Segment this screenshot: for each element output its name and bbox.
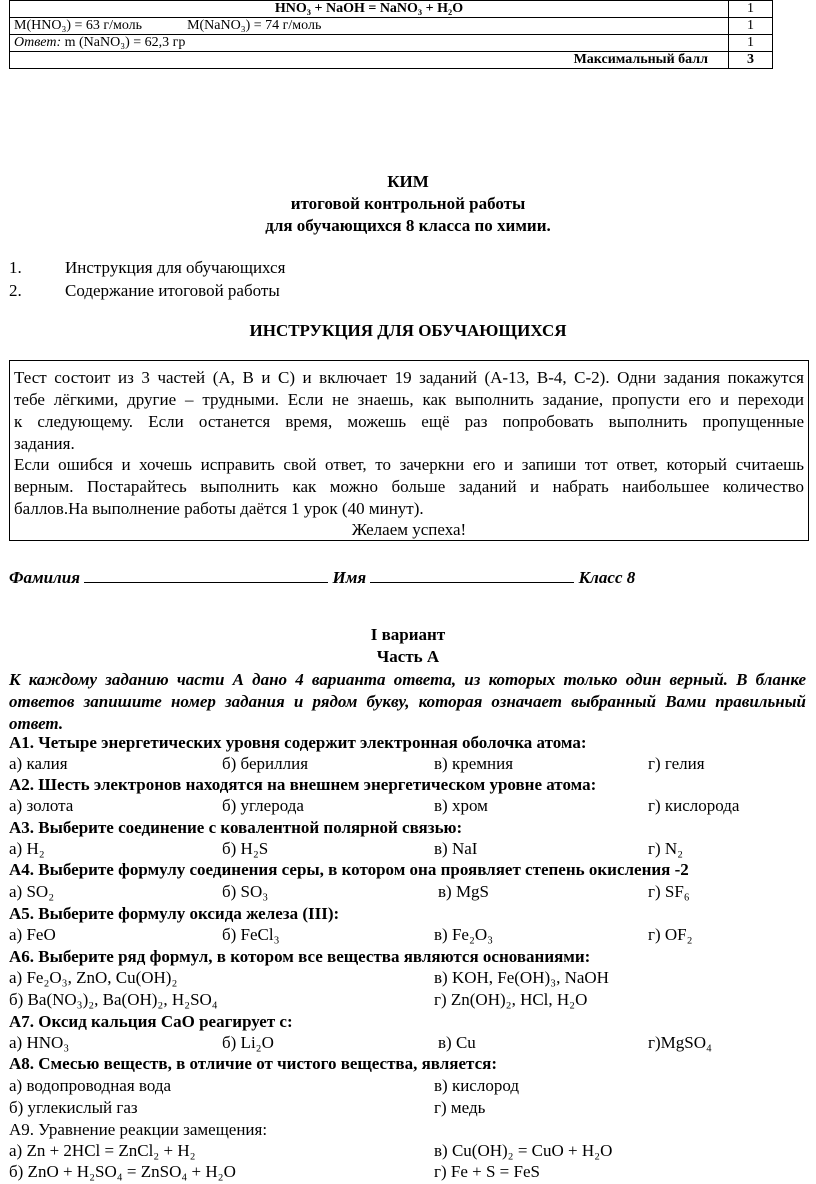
molar-mass-cell (10, 18, 729, 35)
wish-text: Желаем успеха! (351, 520, 467, 539)
option: а) Zn + 2HCl = ZnCl₂ + H₂ (9, 1141, 196, 1160)
option: а) FeO (9, 925, 56, 944)
option: в) хром (434, 796, 488, 815)
option: в) Fe₂O₃ (434, 925, 494, 944)
max-score-value: 3 (729, 52, 773, 69)
class-label: Класс 8 (578, 568, 636, 587)
question-a2: А2. Шесть электронов находятся на внешнем энергетическом уровне атома: (9, 775, 597, 794)
toc-item: 2. Содержание итоговой работы (9, 281, 280, 300)
option: а) водопроводная вода (9, 1076, 172, 1095)
option: г) N₂ (648, 839, 684, 858)
table-row (10, 35, 773, 52)
option: г) SF₆ (648, 882, 690, 901)
instructions-heading: ИНСТРУКЦИЯ ДЛЯ ОБУЧАЮЩИХСЯ (249, 321, 567, 340)
question-a4: А4. Выберите формулу соединения серы, в котором она проявляет степень окисления -2 (9, 860, 689, 879)
option: в) кислород (434, 1076, 519, 1095)
instructions-box (9, 360, 809, 541)
option: г) кислорода (648, 796, 740, 815)
question-a5: А5. Выберите формулу оксида железа (III): (9, 904, 340, 923)
score-cell: 1 (729, 35, 773, 52)
surname-label: Фамилия (9, 568, 80, 587)
answer-cell (10, 35, 729, 52)
option: а) H₂ (9, 839, 45, 858)
instructions-line: к следующему. Если останется время, можешь ещё раз попробовать выполнить пропущенные (14, 412, 804, 431)
instructions-line: задания. (14, 434, 75, 453)
option: а) Fe₂O₃, ZnO, Cu(OH)₂ (9, 968, 178, 987)
option: б) углерода (222, 796, 304, 815)
option: б) углекислый газ (9, 1098, 138, 1117)
molar-mass-nano3: M(NaNO₃) = 74 г/моль (187, 18, 322, 33)
option: б) H₂S (222, 839, 269, 858)
option: а) калия (9, 754, 68, 773)
instructions-line: тебе лёгкими, другие – трудными. Если не знаешь, как выполнить задание, пропусти его и переходи (14, 390, 804, 409)
student-fields (9, 565, 635, 588)
option: б) Li₂O (222, 1033, 274, 1052)
kim-subtitle: итоговой контрольной работы (290, 194, 526, 213)
option: г) Fe + S = FeS (434, 1162, 540, 1181)
variant-title: I вариант (370, 625, 446, 644)
name-field[interactable] (370, 565, 574, 583)
molar-mass-hno3: M(HNO₃) = 63 г/моль (14, 18, 143, 33)
option: в) Cu (438, 1033, 476, 1052)
option: в) NaI (434, 839, 478, 858)
score-cell: 1 (729, 1, 773, 18)
equation-cell: HNO₃ + NaOH = NaNO₃ + H₂O (10, 1, 729, 18)
option: г) медь (434, 1098, 486, 1117)
answer-value: m (NaNO₃) = 62,3 гр (64, 35, 186, 50)
option: а) HNO₃ (9, 1033, 70, 1052)
option: в) MgS (438, 882, 490, 901)
surname-field[interactable] (84, 565, 328, 583)
table-row (10, 52, 773, 69)
option: а) SO₂ (9, 882, 55, 901)
option: б) FeCl₃ (222, 925, 280, 944)
option: г) OF₂ (648, 925, 693, 944)
question-a9: А9. Уравнение реакции замещения: (9, 1120, 268, 1139)
part-title: Часть А (376, 647, 440, 666)
option: г) Zn(OH)₂, HCl, H₂O (434, 990, 588, 1009)
kim-class-line: для обучающихся 8 класса по химии. (265, 216, 551, 235)
table-row (10, 18, 773, 35)
question-a7: А7. Оксид кальция CaO реагирует с: (9, 1012, 293, 1031)
option: а) золота (9, 796, 74, 815)
instructions-line: Если ошибся и хочешь исправить свой ответ, то зачеркни его и запиши тот ответ, который считаешь (14, 455, 804, 474)
question-a8: А8. Смесью веществ, в отличие от чистого вещества, является: (9, 1054, 497, 1073)
answer-label: Ответ: (14, 35, 62, 50)
grading-table (9, 0, 773, 69)
question-a1: А1. Четыре энергетических уровня содержит электронная оболочка атома: (9, 733, 587, 752)
instructions-line: Тест состоит из 3 частей (А, В и С) и включает 19 заданий (А-13, В-4, С-2). Одни задания покажутся (14, 368, 804, 387)
question-a6: А6. Выберите ряд формул, в котором все вещества являются основаниями: (9, 947, 591, 966)
part-instructions: К каждому заданию части А дано 4 варианта ответа, из которых только один верный. В бланке ответов запишите номер задания и рядом букву, которая означает выбранный Вами правильный ответ. (9, 670, 806, 733)
kim-title: КИМ (387, 172, 429, 191)
option: в) KOH, Fe(OH)₃, NaOH (434, 968, 609, 987)
max-score-label: Максимальный балл (10, 52, 729, 69)
name-label: Имя (332, 568, 367, 587)
option: б) ZnO + H₂SO₄ = ZnSO₄ + H₂O (9, 1162, 236, 1181)
option: б) бериллия (222, 754, 309, 773)
option: г) гелия (648, 754, 705, 773)
option: б) Ba(NO₃)₂, Ba(OH)₂, H₂SO₄ (9, 990, 218, 1009)
option: в) кремния (434, 754, 514, 773)
question-a3: А3. Выберите соединение с ковалентной полярной связью: (9, 818, 463, 837)
toc-item: 1. Инструкция для обучающихся (9, 258, 286, 277)
option: в) Cu(OH)₂ = CuO + H₂O (434, 1141, 613, 1160)
option: б) SO₃ (222, 882, 269, 901)
instructions-line: верным. Постарайтесь выполнить как можно больше заданий и набрать наибольшее количество (14, 477, 804, 496)
score-cell: 1 (729, 18, 773, 35)
instructions-line: баллов.На выполнение работы даётся 1 урок (40 минут). (14, 499, 424, 518)
table-row (10, 1, 773, 18)
option: г)MgSO₄ (648, 1033, 712, 1052)
